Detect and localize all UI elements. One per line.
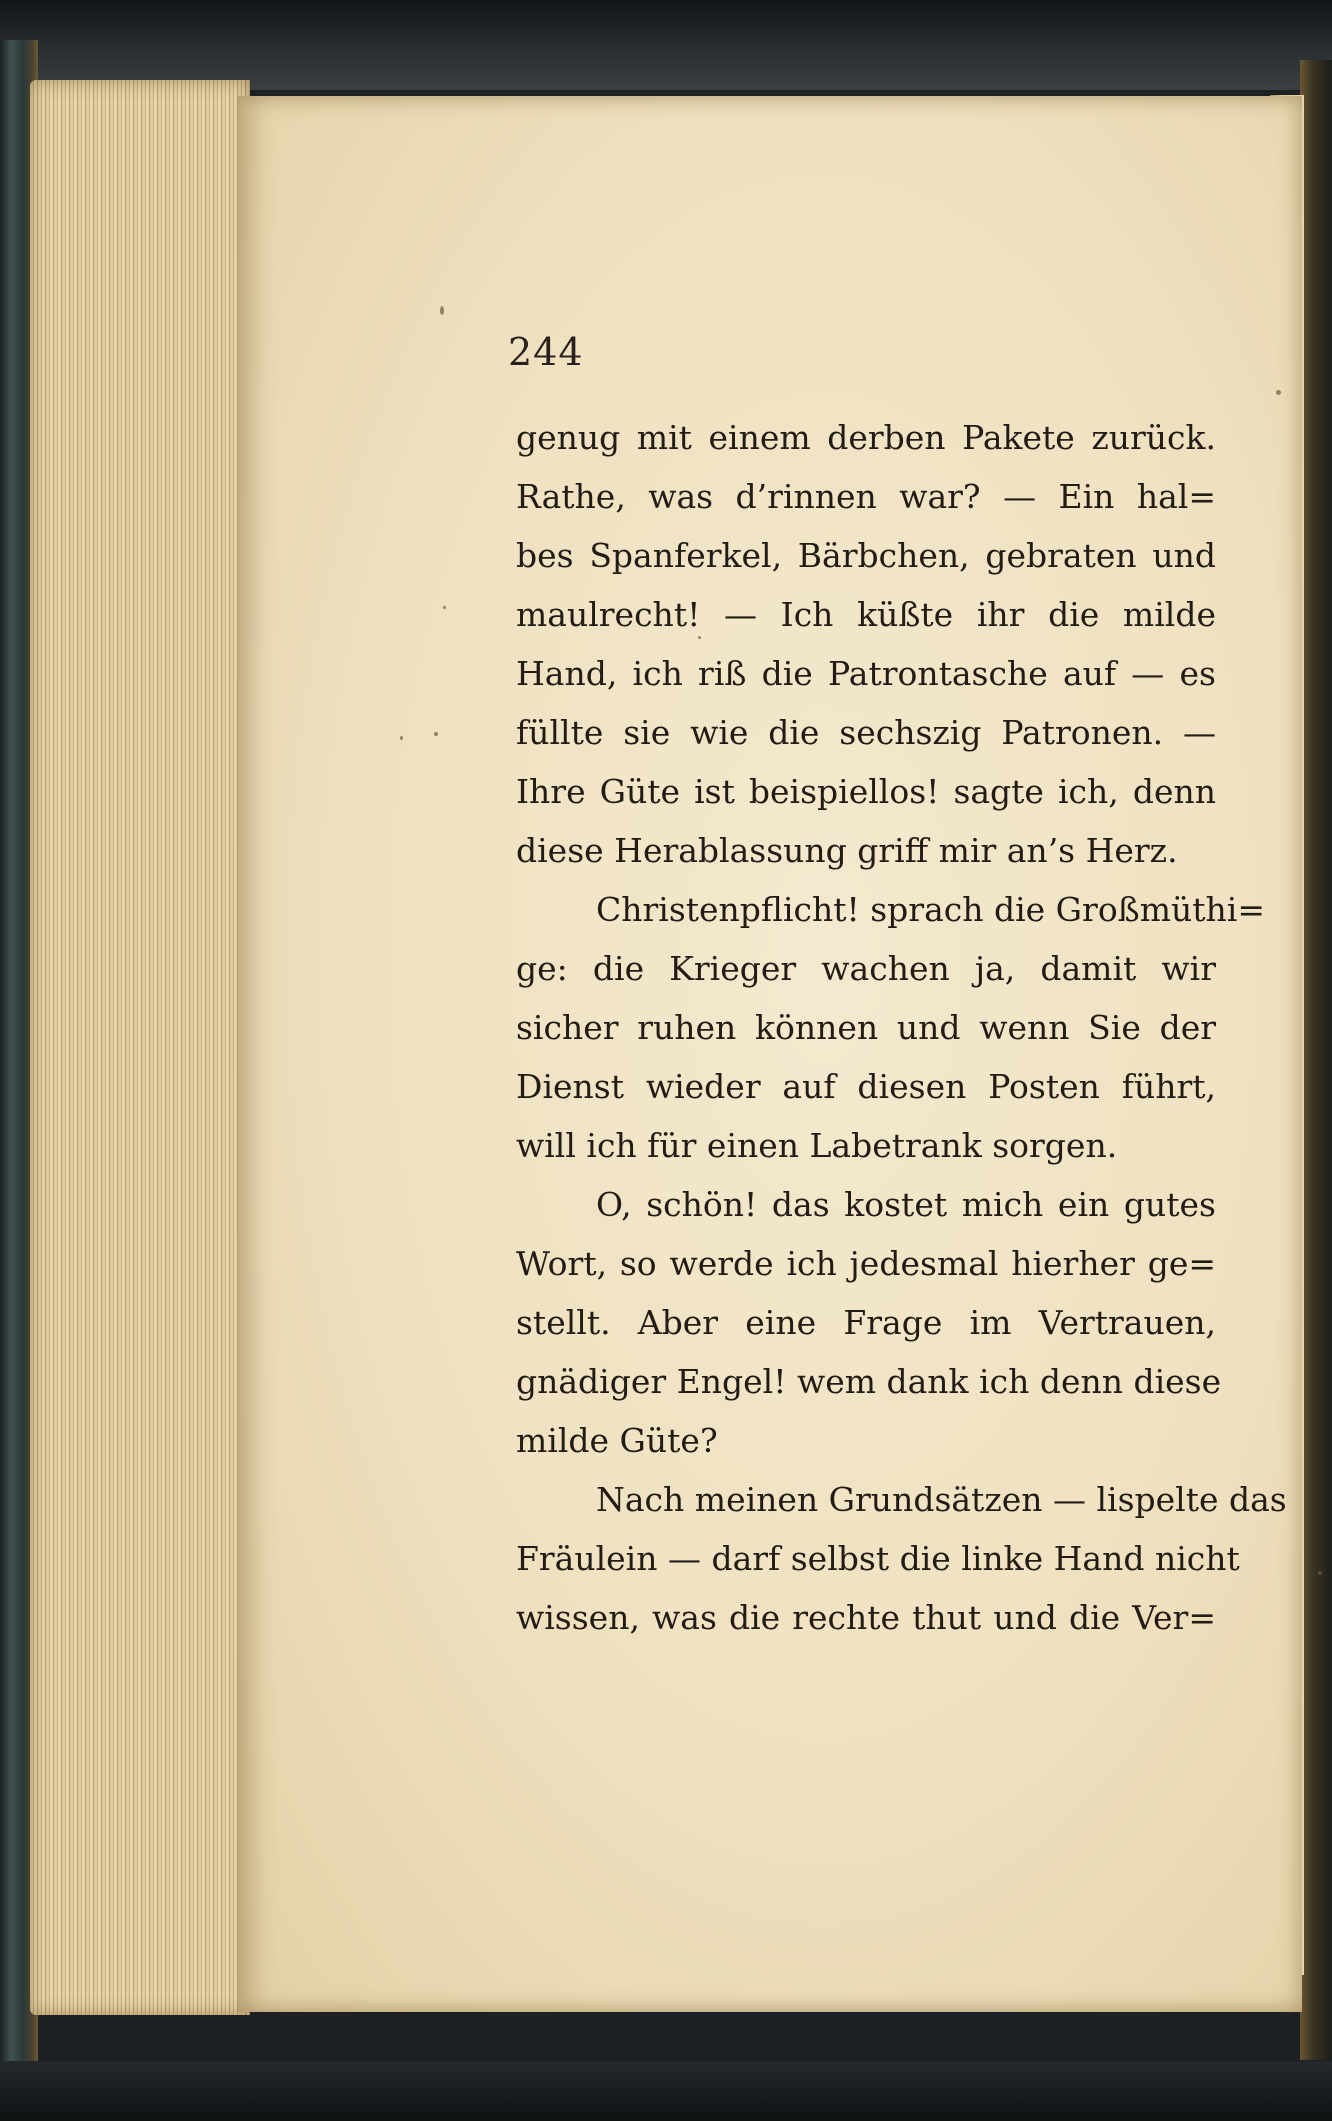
paper-speck xyxy=(400,736,403,740)
text-line: Christenpflicht! sprach die Großmüthi= xyxy=(596,890,1265,929)
text-line: will ich für einen Labetrank sorgen. xyxy=(516,1126,1118,1165)
paper-speck xyxy=(1318,1571,1322,1575)
text-line: diese Herablassung griff mir an’s Herz. xyxy=(516,831,1178,870)
text-line: O, schön! das kostet mich ein gutes xyxy=(596,1185,1216,1224)
text-line: wissen, was die rechte thut und die Ver= xyxy=(516,1598,1216,1637)
text-line: sicher ruhen können und wenn Sie der xyxy=(516,1008,1216,1047)
paper-speck xyxy=(443,606,446,609)
text-line: milde Güte? xyxy=(516,1421,718,1460)
text-line: genug mit einem derben Pakete zurück. xyxy=(516,418,1216,457)
text-line: Fräulein — darf selbst die linke Hand nicht xyxy=(516,1539,1240,1578)
page-edges xyxy=(30,80,250,2015)
text-line: maulrecht! — Ich küßte ihr die milde xyxy=(516,595,1216,634)
paper-speck xyxy=(1276,390,1281,395)
text-line: Dienst wieder auf diesen Posten führt, xyxy=(516,1067,1216,1106)
book-binding-top xyxy=(0,0,1332,90)
text-line: Hand, ich riß die Patrontasche auf — es xyxy=(516,654,1216,693)
paper-speck xyxy=(440,306,444,315)
text-line: Ihre Güte ist beispiellos! sagte ich, denn xyxy=(516,772,1216,811)
text-line: Rathe, was d’rinnen war? — Ein hal= xyxy=(516,477,1216,516)
text-line: füllte sie wie die sechszig Patronen. — xyxy=(516,713,1216,752)
book-binding-right xyxy=(1300,60,1332,2060)
text-line: bes Spanferkel, Bärbchen, gebraten und xyxy=(516,536,1216,575)
body-text xyxy=(516,408,1287,1647)
text-line: gnädiger Engel! wem dank ich denn diese xyxy=(516,1362,1222,1401)
page-number: 244 xyxy=(508,330,584,374)
text-line: ge: die Krieger wachen ja, damit wir xyxy=(516,949,1216,988)
paper-speck xyxy=(434,732,438,736)
text-line: Wort, so werde ich jedesmal hierher ge= xyxy=(516,1244,1216,1283)
text-line: Nach meinen Grundsätzen — lispelte das xyxy=(596,1480,1287,1519)
text-line: stellt. Aber eine Frage im Vertrauen, xyxy=(516,1303,1216,1342)
book-binding-bottom xyxy=(0,2061,1332,2121)
